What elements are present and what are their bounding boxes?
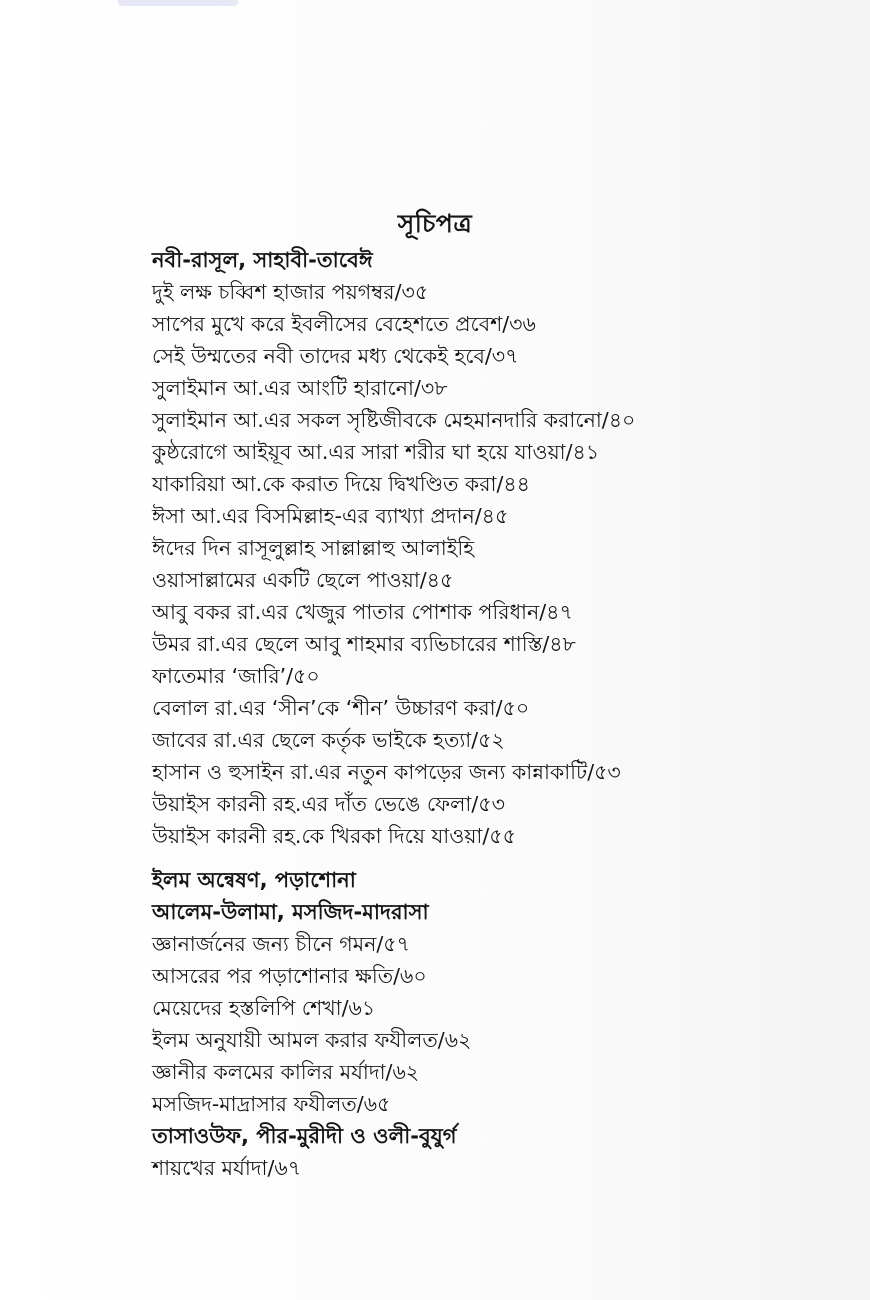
page-title: সূচিপত্র [397, 209, 473, 238]
list-item: উয়াইস কারনী রহ.কে খিরকা দিয়ে যাওয়া/৫৫ [152, 824, 516, 848]
list-item: জাবের রা.এর ছেলে কর্তৃক ভাইকে হত্যা/৫২ [152, 728, 505, 752]
list-item: সাপের মুখে করে ইবলীসের বেহেশতে প্রবেশ/৩৬ [152, 312, 536, 336]
list-item: হাসান ও হুসাইন রা.এর নতুন কাপড়ের জন্য কান্নাকাটি/৫৩ [152, 760, 621, 784]
list-item: আসরের পর পড়াশোনার ক্ষতি/৬০ [152, 964, 427, 988]
section-subtitle: আলেম-উলামা, মসজিদ-মাদরাসা [152, 900, 429, 924]
list-item: যাকারিয়া আ.কে করাত দিয়ে দ্বিখণ্ডিত করা/৪৪ [152, 472, 530, 496]
table-of-contents [152, 244, 842, 1184]
list-item: আবু বকর রা.এর খেজুর পাতার পোশাক পরিধান/৪৭ [152, 600, 573, 624]
list-item: ঈসা আ.এর বিসমিল্লাহ-এর ব্যাখ্যা প্রদান/৪৫ [152, 504, 509, 528]
list-item: জ্ঞানার্জনের জন্য চীনে গমন/৫৭ [152, 932, 410, 956]
section-title: তাসাওউফ, পীর-মুরীদী ও ওলী-বুযুর্গ [152, 1124, 457, 1148]
section-title: ইলম অন্বেষণ, পড়াশোনা [152, 868, 356, 892]
list-item: সুলাইমান আ.এর আংটি হারানো/৩৮ [152, 376, 448, 400]
list-item: সুলাইমান আ.এর সকল সৃষ্টিজীবকে মেহমানদারি করানো/৪০ [152, 408, 636, 432]
list-item: দুই লক্ষ চব্বিশ হাজার পয়গম্বর/৩৫ [152, 280, 429, 304]
list-item: বেলাল রা.এর ‘সীন’কে ‘শীন’ উচ্চারণ করা/৫০ [152, 696, 530, 720]
list-item: ইলম অনুযায়ী আমল করার ফযীলত/৬২ [152, 1028, 472, 1052]
list-item: উমর রা.এর ছেলে আবু শাহমার ব্যভিচারের শাস্তি/৪৮ [152, 632, 576, 656]
list-item: ফাতেমার ‘জারি’/৫০ [152, 664, 320, 688]
list-item: উয়াইস কারনী রহ.এর দাঁত ভেঙে ফেলা/৫৩ [152, 792, 505, 816]
list-item: শায়খের মর্যাদা/৬৭ [152, 1156, 302, 1180]
list-item: ঈদের দিন রাসূলুল্লাহ সাল্লাল্লাহু আলাইহি [152, 536, 474, 560]
section-gap [152, 852, 842, 864]
list-item: জ্ঞানীর কলমের কালির মর্যাদা/৬২ [152, 1060, 420, 1084]
list-item: সেই উম্মতের নবী তাদের মধ্য থেকেই হবে/৩৭ [152, 344, 519, 368]
page-edge [118, 0, 238, 6]
section-title: নবী-রাসূল, সাহাবী-তাবেঈ [152, 248, 373, 272]
list-item: মসজিদ-মাদ্রাসার ফযীলত/৬৫ [152, 1092, 391, 1116]
list-item: কুষ্ঠরোগে আইয়ূব আ.এর সারা শরীর ঘা হয়ে যাওয়া/৪১ [152, 440, 600, 464]
list-item: ওয়াসাল্লামের একটি ছেলে পাওয়া/৪৫ [152, 568, 454, 592]
list-item: মেয়েদের হস্তলিপি শেখা/৬১ [152, 996, 376, 1020]
